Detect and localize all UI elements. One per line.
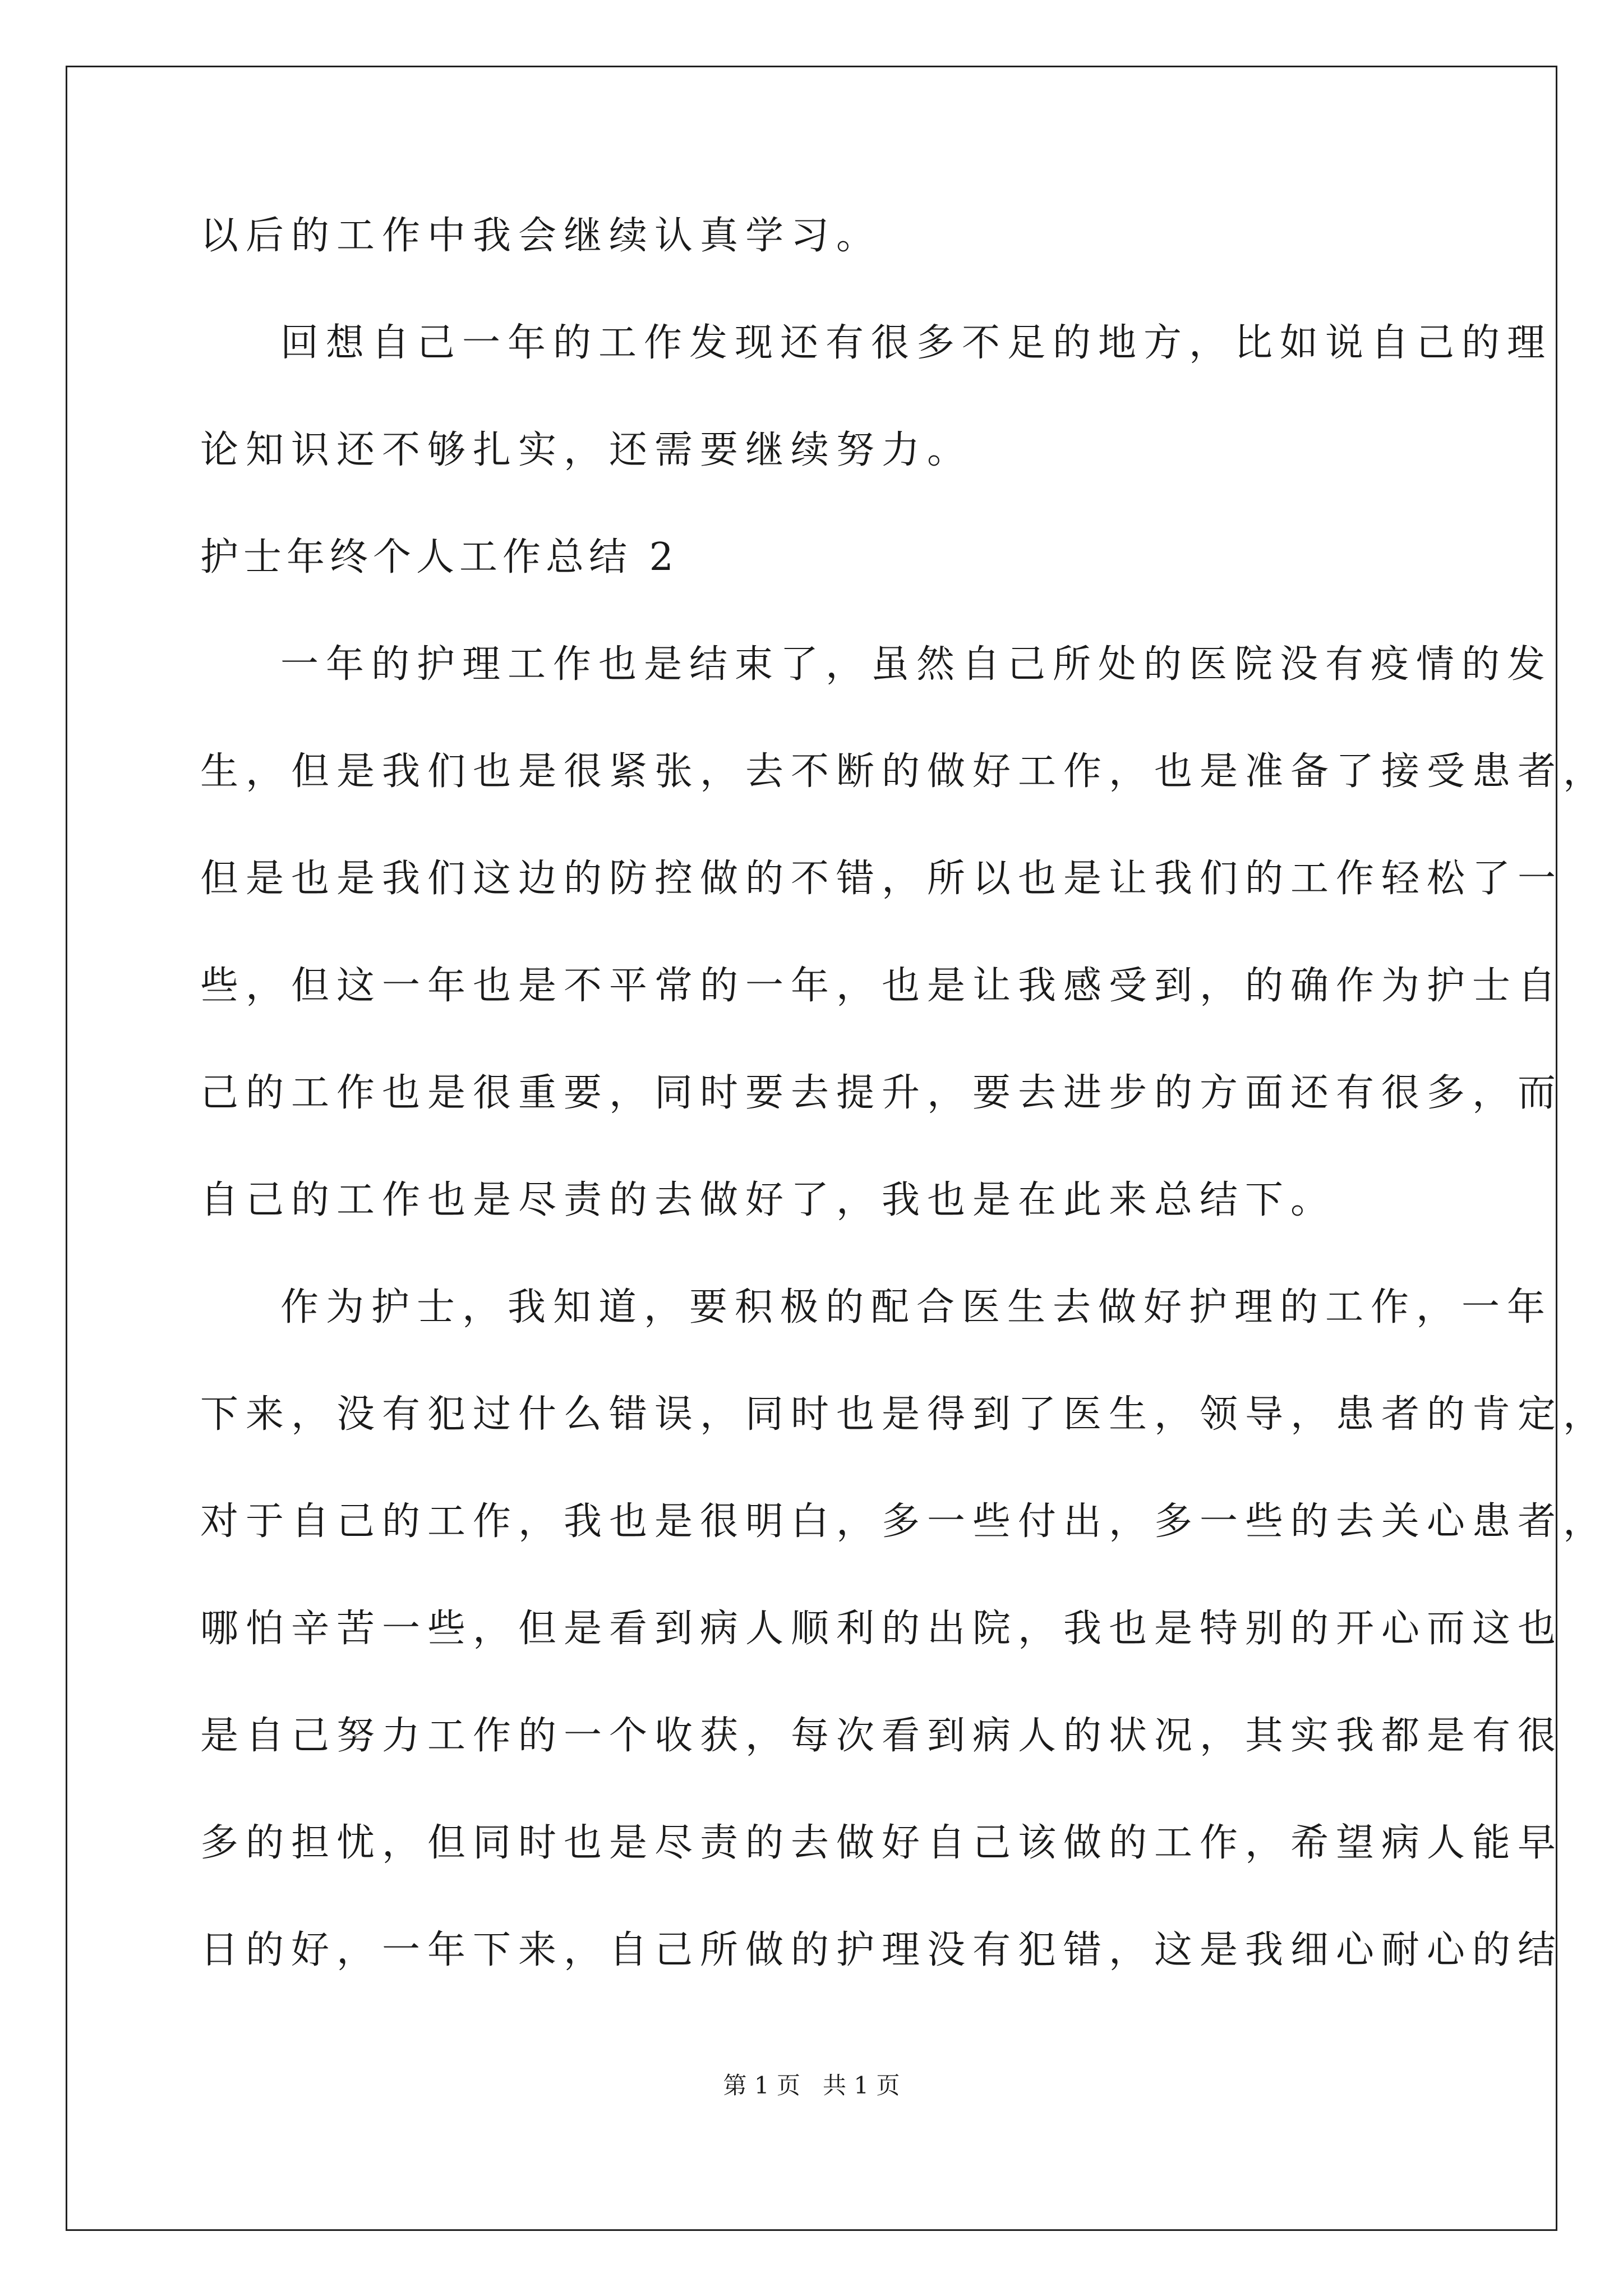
- text-line: 对于自己的工作，我也是很明白，多一些付出，多一些的去关心患者，: [200, 1499, 1609, 1544]
- text-line: 以后的工作中我会继续认真学习。: [200, 214, 882, 258]
- text-line: 一年的护理工作也是结束了，虽然自己所处的医院没有疫情的发: [280, 642, 1553, 687]
- text-line: 哪怕辛苦一些，但是看到病人顺利的出院，我也是特别的开心而这也: [200, 1607, 1564, 1651]
- text-line: 是自己努力工作的一个收获，每次看到病人的状况，其实我都是有很: [200, 1714, 1564, 1758]
- text-line: 下来，没有犯过什么错误，同时也是得到了医生，领导，患者的肯定，: [200, 1392, 1609, 1437]
- section-heading: 护士年终个人工作总结 2: [200, 535, 679, 579]
- text-line: 生，但是我们也是很紧张，去不断的做好工作，也是准备了接受患者，: [200, 749, 1609, 794]
- text-line: 日的好，一年下来，自己所做的护理没有犯错，这是我细心耐心的结: [200, 1928, 1564, 1972]
- text-line: 论知识还不够扎实，还需要继续努力。: [200, 428, 973, 472]
- text-line: 些，但这一年也是不平常的一年，也是让我感受到，的确作为护士自: [200, 964, 1564, 1008]
- text-line: 多的担忧，但同时也是尽责的去做好自己该做的工作，希望病人能早: [200, 1821, 1564, 1865]
- text-line: 自己的工作也是尽责的去做好了，我也是在此来总结下。: [200, 1178, 1336, 1222]
- text-line: 回想自己一年的工作发现还有很多不足的地方，比如说自己的理: [280, 321, 1553, 365]
- text-line: 但是也是我们这边的防控做的不错，所以也是让我们的工作轻松了一: [200, 857, 1564, 901]
- document-body: [200, 203, 1609, 2024]
- text-line: 己的工作也是很重要，同时要去提升，要去进步的方面还有很多，而: [200, 1071, 1564, 1115]
- text-line: 作为护士，我知道，要积极的配合医生去做好护理的工作，一年: [280, 1285, 1553, 1329]
- page-number: 第 1 页 共 1 页: [723, 2072, 900, 2099]
